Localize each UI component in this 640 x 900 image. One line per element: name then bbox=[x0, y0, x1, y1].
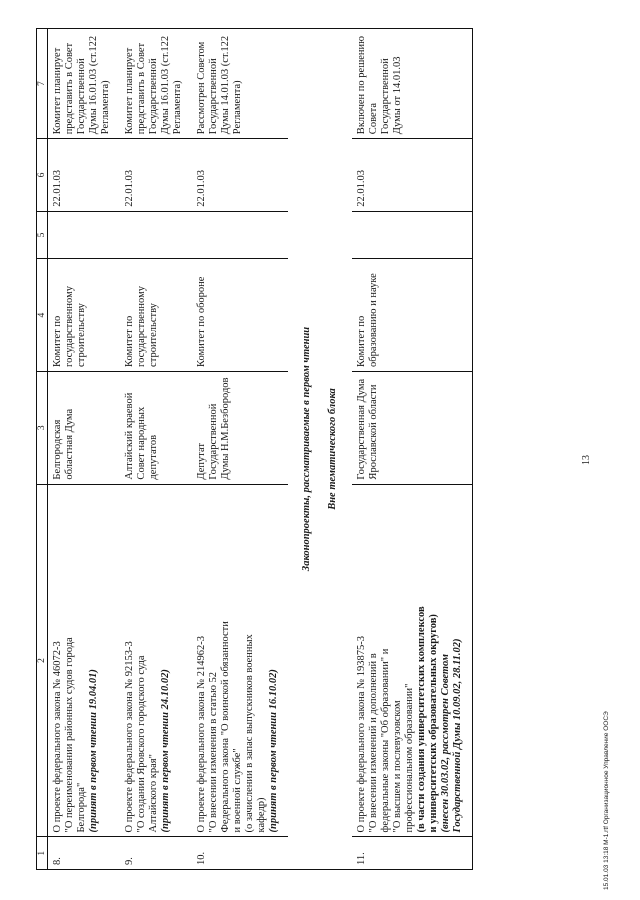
column-5-cell bbox=[192, 211, 288, 259]
bill-note: (принят в первом чтении 24.10.02) bbox=[160, 669, 171, 833]
bill-status: Включен по решению Совета Государственной Думы от 14.01.03 bbox=[352, 29, 473, 139]
table-row bbox=[48, 29, 121, 870]
bill-title-line: О проекте федерального закона № 92153-3 bbox=[124, 641, 135, 833]
section-row bbox=[288, 29, 352, 870]
responsible-committee: Комитет по государственному строительству bbox=[48, 259, 121, 372]
review-date: 22.01.03 bbox=[120, 139, 192, 212]
bill-title-line: О проекте федерального закона № 46072-3 bbox=[52, 641, 63, 833]
column-header: 7 bbox=[37, 29, 48, 139]
column-5-cell bbox=[352, 211, 473, 259]
bill-scope-line: и университетских образовательных округов) bbox=[428, 614, 439, 833]
section-title: Законопроекты, рассматриваемые в первом чтении bbox=[301, 326, 312, 572]
page-number: 13 bbox=[581, 455, 592, 465]
bill-scope-line: (в части создания университетских комплексов bbox=[416, 606, 427, 833]
row-number: 11. bbox=[352, 837, 473, 870]
responsible-committee: Комитет по государственному строительству bbox=[120, 259, 192, 372]
bill-title-line: Белгорода" bbox=[76, 782, 87, 833]
column-header: 5 bbox=[37, 211, 48, 259]
bill-title-line: "О внесении изменений и дополнений в bbox=[368, 653, 379, 833]
responsible-committee: Комитет по обороне bbox=[192, 259, 288, 372]
column-5-cell bbox=[120, 211, 192, 259]
column-header: 1 bbox=[37, 837, 48, 870]
bill-status: Рассмотрен Советом Государственной Думы 14.01.03 (ст.122 Регламента) bbox=[192, 29, 288, 139]
bill-title-line: О проекте федерального закона № 193875-3 bbox=[356, 635, 367, 833]
bill-title-line: Федерального закона "О воинской обязанности bbox=[220, 621, 231, 833]
bill-title bbox=[192, 484, 288, 837]
bill-title-line: "О создании Яровского городского суда bbox=[136, 655, 147, 833]
bill-title-line: О проекте федерального закона № 214962-3 bbox=[196, 635, 207, 833]
bill-author: Государственная Дума Ярославской области bbox=[352, 371, 473, 484]
column-5-cell bbox=[48, 211, 121, 259]
responsible-committee: Комитет по образованию и науке bbox=[352, 259, 473, 372]
bill-author: Депутат Государственной Думы Н.М.Безбородов bbox=[192, 371, 288, 484]
bill-title bbox=[48, 484, 121, 837]
review-date: 22.01.03 bbox=[352, 139, 473, 212]
review-date: 22.01.03 bbox=[192, 139, 288, 212]
agenda-table bbox=[36, 28, 473, 870]
rotated-content bbox=[30, 30, 610, 890]
bill-note: (принят в первом чтении 19.04.01) bbox=[88, 669, 99, 833]
bill-author: Алтайский краевой Совет народных депутатов bbox=[120, 371, 192, 484]
bill-note: Государственной Думы 10.09.02, 28.11.02) bbox=[452, 638, 463, 833]
bill-title-line: Алтайского края" bbox=[148, 754, 159, 833]
row-number: 8. bbox=[48, 837, 121, 870]
bill-title-line: профессиональном образовании" bbox=[404, 683, 415, 833]
review-date: 22.01.03 bbox=[48, 139, 121, 212]
column-header: 3 bbox=[37, 371, 48, 484]
column-header: 2 bbox=[37, 484, 48, 837]
bill-title bbox=[120, 484, 192, 837]
bill-title-line: "О внесении изменения в статью 52 bbox=[208, 671, 219, 833]
row-number: 9. bbox=[120, 837, 192, 870]
bill-title-line: "О переименовании районных судов города bbox=[64, 637, 75, 833]
table-row bbox=[120, 29, 192, 870]
table-header-row bbox=[37, 29, 48, 870]
bill-author: Белгородская областная Дума bbox=[48, 371, 121, 484]
document-footer: 15.01.03 13:18 M-1.rtf Организационное Управление ООСЭ bbox=[603, 711, 610, 890]
bill-title bbox=[352, 484, 473, 837]
bill-note: (внесен 30.03.02, рассмотрен Советом bbox=[440, 654, 451, 833]
bill-title-line: "О высшем и послевузовском bbox=[392, 700, 403, 833]
bill-title-line: федеральные законы "Об образовании" и bbox=[380, 648, 391, 833]
bill-status: Комитет планирует представить в Совет Государственной Думы 16.01.03 (ст.122 Регламента) bbox=[48, 29, 121, 139]
bill-title-line: (о зачислении в запас выпускников военных bbox=[244, 634, 255, 833]
column-header: 4 bbox=[37, 259, 48, 372]
bill-title-line: и военной службе" bbox=[232, 748, 243, 833]
column-header: 6 bbox=[37, 139, 48, 212]
table-row bbox=[352, 29, 473, 870]
table-row bbox=[192, 29, 288, 870]
row-number: 10. bbox=[192, 837, 288, 870]
bill-title-line: кафедр) bbox=[256, 797, 267, 833]
subsection-title: Вне тематического блока bbox=[327, 388, 338, 510]
bill-note: (принят в первом чтении 16.10.02) bbox=[268, 669, 279, 833]
bill-status: Комитет планирует представить в Совет Государственной Думы 16.01.03 (ст.122 Регламента) bbox=[120, 29, 192, 139]
